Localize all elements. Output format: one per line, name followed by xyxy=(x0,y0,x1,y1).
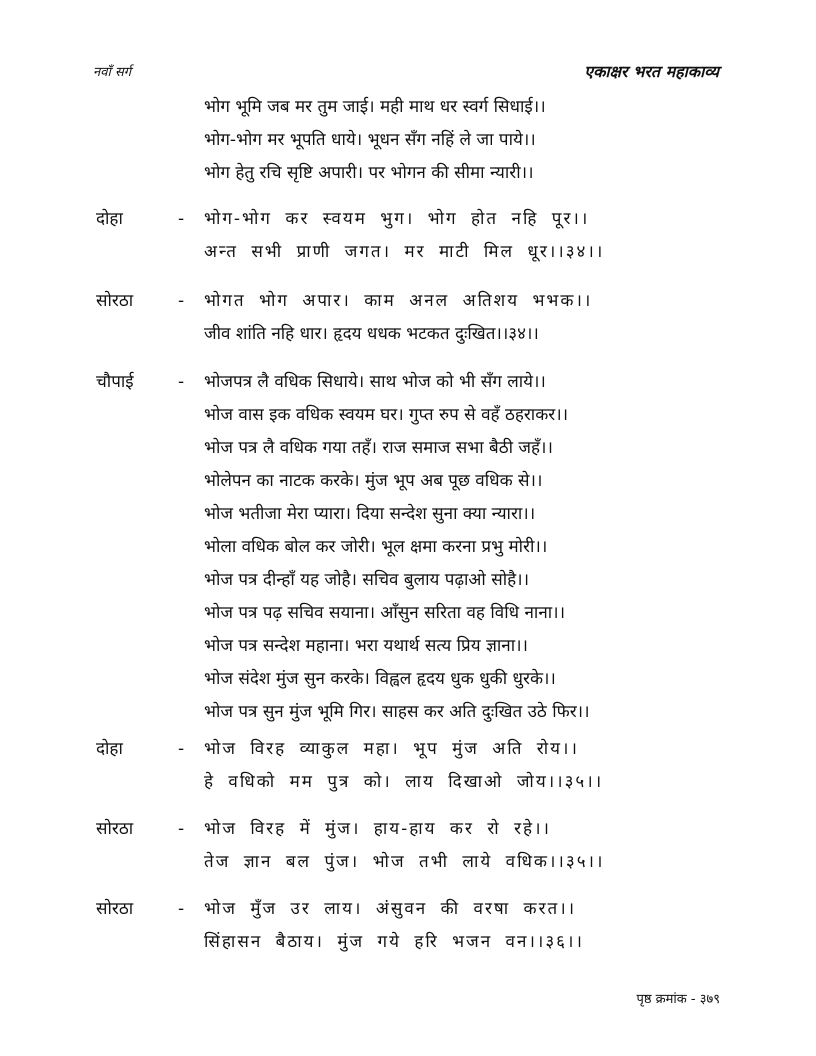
intro-verse xyxy=(96,91,726,190)
section-doha-2 xyxy=(96,733,726,799)
verse-line: भोज वास इक वधिक स्वयम घर। गुप्त रुप से वहँ ठहराकर।। xyxy=(204,405,569,425)
section-dash: - xyxy=(178,739,185,759)
section-dash: - xyxy=(178,372,185,392)
verse-line: भोज पत्र सुन मुंज भूमि गिर। साहस कर अति दुःखित उठे फिर।। xyxy=(204,702,590,722)
verse-line: भोज पत्र दीन्हाँ यह जोहै। सचिव बुलाय पढ़ाओ सोहै।। xyxy=(204,570,530,590)
section-dash: - xyxy=(178,899,185,919)
verse-line: भोज संदेश मुंज सुन करके। विह्वल हृदय धुक धुकी धुरके।। xyxy=(204,669,556,689)
verse-line: भोज मुँज उर लाय। अंसुवन की वरषा करत।। xyxy=(204,899,577,919)
section-label: दोहा xyxy=(96,739,123,759)
verse-line: भोज पत्र पढ़ सचिव सयाना। आँसुन सरिता वह विधि नाना।। xyxy=(204,603,566,623)
header-left-chapter: नवाँ सर्ग xyxy=(93,65,132,80)
section-label: सोरठा xyxy=(96,899,134,919)
section-sortha-3 xyxy=(96,893,726,959)
verse-line: भोज पत्र लै वधिक गया तहँ। राज समाज सभा बैठी जहँ।। xyxy=(204,438,553,458)
verse-line: तेज ज्ञान बल पुंज। भोज तभी लाये वधिक।।३५।। xyxy=(204,852,605,872)
section-sortha-2 xyxy=(96,813,726,879)
page-number: पृष्ठ क्रमांक - ३७९ xyxy=(636,992,720,1007)
verse-line: भोजपत्र लै वधिक सिधाये। साथ भोज को भी सँग लाये।। xyxy=(204,372,546,392)
section-dash: - xyxy=(178,819,185,839)
verse-line: जीव शांति नहि धार। हृदय धधक भटकत दुःखित।।३४।। xyxy=(204,324,539,344)
verse-line: अन्त सभी प्राणी जगत। मर माटी मिल धूर।।३४।। xyxy=(204,242,605,262)
verse-line: भोग-भोग कर स्वयम भुग। भोग होत नहि पूर।। xyxy=(204,209,590,229)
section-doha-1 xyxy=(96,203,726,269)
section-label: सोरठा xyxy=(96,291,134,311)
header-right-book-title: एकाक्षर भरत महाकाव्य xyxy=(584,62,719,81)
verse-line: भोज विरह व्याकुल महा। भूप मुंज अति रोय।। xyxy=(204,739,579,759)
section-dash: - xyxy=(178,291,185,311)
verse-line: सिंहासन बैठाय। मुंज गये हरि भजन वन।।३६।। xyxy=(204,932,584,952)
section-label: दोहा xyxy=(96,209,123,229)
verse-line: भोज भतीजा मेरा प्यारा। दिया सन्देश सुना क्या न्यारा।। xyxy=(204,504,536,524)
section-chaupai xyxy=(96,366,726,729)
verse-line: भोज विरह में मुंज। हाय-हाय कर रो रहे।। xyxy=(204,819,551,839)
section-dash: - xyxy=(178,209,185,229)
verse-line: भोला वधिक बोल कर जोरी। भूल क्षमा करना प्रभु मोरी।। xyxy=(204,537,548,557)
section-label: सोरठा xyxy=(96,819,134,839)
verse-line: हे वधिको मम पुत्र को। लाय दिखाओ जोय।।३५।। xyxy=(204,772,604,792)
verse-line: भोग हेतु रचि सृष्टि अपारी। पर भोगन की सीमा न्यारी।। xyxy=(204,163,534,183)
section-label: चौपाई xyxy=(96,372,134,392)
verse-line: भोलेपन का नाटक करके। मुंज भूप अब पूछ वधिक से।। xyxy=(204,471,543,491)
verse-line: भोज पत्र सन्देश महाना। भरा यथार्थ सत्य प्रिय ज्ञाना।। xyxy=(204,636,528,656)
verse-line: भोग भूमि जब मर तुम जाई। मही माथ धर स्वर्ग सिधाई।। xyxy=(204,97,546,117)
verse-line: भोगत भोग अपार। काम अनल अतिशय भभक।। xyxy=(204,291,593,311)
verse-line: भोग-भोग मर भूपति धाये। भूधन सँग नहिं ले जा पाये।। xyxy=(204,130,536,150)
section-sortha-1 xyxy=(96,285,726,351)
